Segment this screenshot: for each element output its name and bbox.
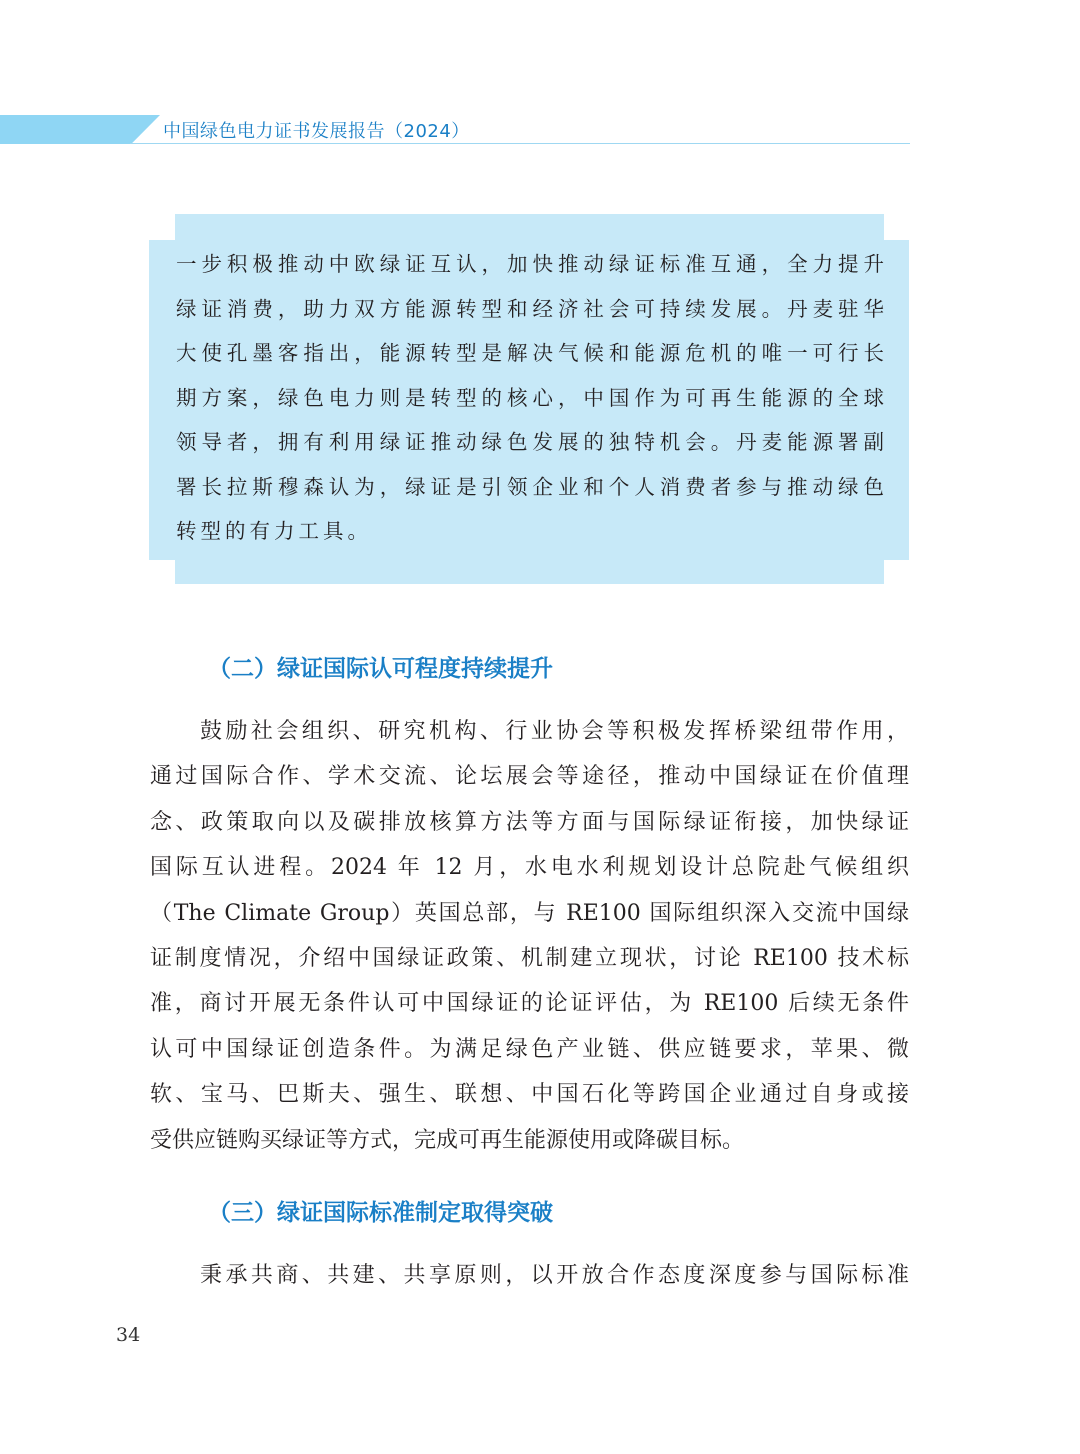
paragraph-line: 通过国际合作、学术交流、论坛展会等途径，推动中国绿证在价值理 xyxy=(150,764,909,790)
box-line: 一步积极推动中欧绿证互认，加快推动绿证标准互通，全力提升 xyxy=(176,252,884,276)
box-line: 大使孔墨客指出，能源转型是解决气候和能源危机的唯一可行长 xyxy=(176,341,884,365)
paragraph-line: 念、政策取向以及碳排放核算方法等方面与国际绿证衔接，加快绿证 xyxy=(150,809,909,835)
box-line: 领导者，拥有利用绿证推动绿色发展的独特机会。丹麦能源署副 xyxy=(176,430,884,454)
paragraph-line: 软、宝马、巴斯夫、强生、联想、中国石化等跨国企业通过自身或接 xyxy=(150,1082,909,1108)
box-line: 绿证消费，助力双方能源转型和经济社会可持续发展。丹麦驻华 xyxy=(176,296,884,321)
paragraph-line: 秉承共商、共建、共享原则，以开放合作态度深度参与国际标准 xyxy=(200,1263,909,1288)
box-line: 署长拉斯穆森认为，绿证是引领企业和个人消费者参与推动绿色 xyxy=(176,474,884,499)
running-header-title: 中国绿色电力证书发展报告（2024） xyxy=(163,121,470,142)
section-heading-2: （二）绿证国际认可程度持续提升 xyxy=(208,656,553,682)
quote-box-text xyxy=(176,248,884,560)
section-3-paragraph xyxy=(150,1260,909,1305)
section-heading-3: （三）绿证国际标准制定取得突破 xyxy=(208,1200,553,1226)
box-line: 期方案，绿色电力则是转型的核心，中国作为可再生能源的全球 xyxy=(176,385,884,410)
paragraph-line: 准，商讨开展无条件认可中国绿证的论证评估，为 RE100 后续无条件 xyxy=(150,991,909,1017)
box-line: 转型的有力工具。 xyxy=(176,519,372,543)
paragraph-line: 鼓励社会组织、研究机构、行业协会等积极发挥桥梁纽带作用， xyxy=(200,719,909,744)
paragraph-line: 受供应链购买绿证等方式，完成可再生能源使用或降碳目标。 xyxy=(150,1127,745,1153)
header-band xyxy=(0,115,160,144)
paragraph-line: 证制度情况，介绍中国绿证政策、机制建立现状，讨论 RE100 技术标 xyxy=(150,945,909,971)
page-number: 34 xyxy=(116,1324,141,1346)
header-rule xyxy=(130,143,910,144)
paragraph-line: （The Climate Group）英国总部，与 RE100 国际组织深入交流中国绿 xyxy=(150,900,909,926)
paragraph-line: 国际互认进程。2024 年 12 月，水电水利规划设计总院赴气候组织 xyxy=(150,855,909,881)
section-2-paragraph xyxy=(150,716,909,1170)
paragraph-line: 认可中国绿证创造条件。为满足绿色产业链、供应链要求，苹果、微 xyxy=(150,1036,909,1062)
